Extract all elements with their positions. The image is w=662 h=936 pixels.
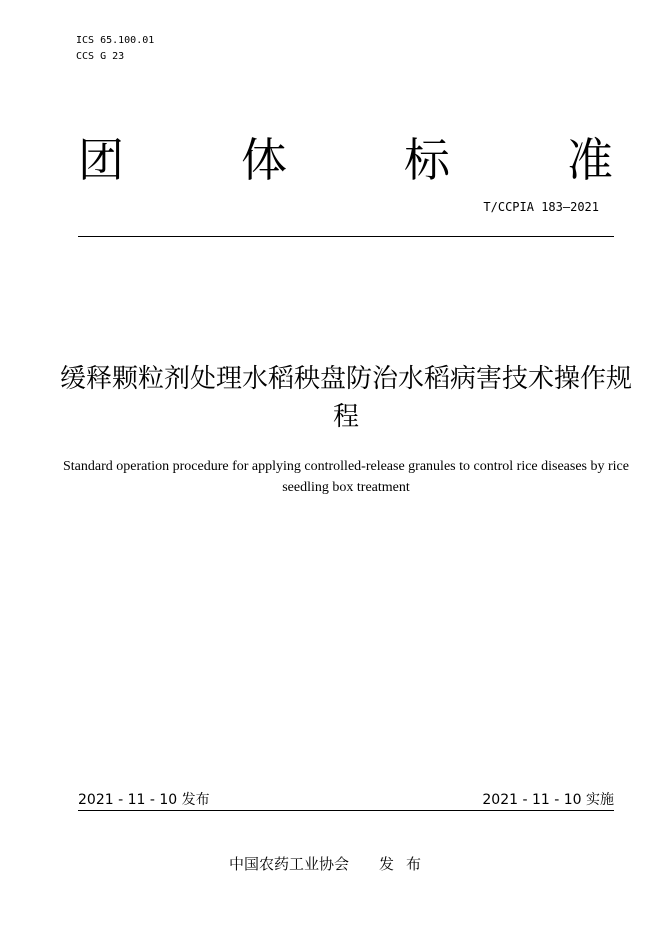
publisher-action: 发布 [379,855,434,873]
standard-type-heading [0,124,662,187]
ccs-code: CCS G 23 [76,51,125,62]
standard-type-char-2: 体 [241,133,287,187]
standard-type-char-3: 标 [404,133,450,187]
standard-type-char-4: 准 [567,133,613,187]
ics-code: ICS 65.100.01 [76,35,155,46]
english-title: Standard operation procedure for applying controlled-release granules to control rice diseases by rice seedling box treatment [62,459,629,495]
standard-number: T/CCPIA 183—2021 [483,200,599,214]
implementation-date: 2021 - 11 - 10 实施 [482,792,614,808]
standard-type-char-1: 团 [78,133,124,187]
release-date: 2021 - 11 - 10 发布 [78,792,210,808]
header-divider [78,236,614,237]
chinese-title: 缓释颗粒剂处理水稻秧盘防治水稻病害技术操作规程 [60,364,633,432]
publisher-line [0,853,662,874]
publisher-organization: 中国农药工业协会 [228,855,349,873]
classification-codes [76,33,154,65]
footer-divider [78,810,614,811]
